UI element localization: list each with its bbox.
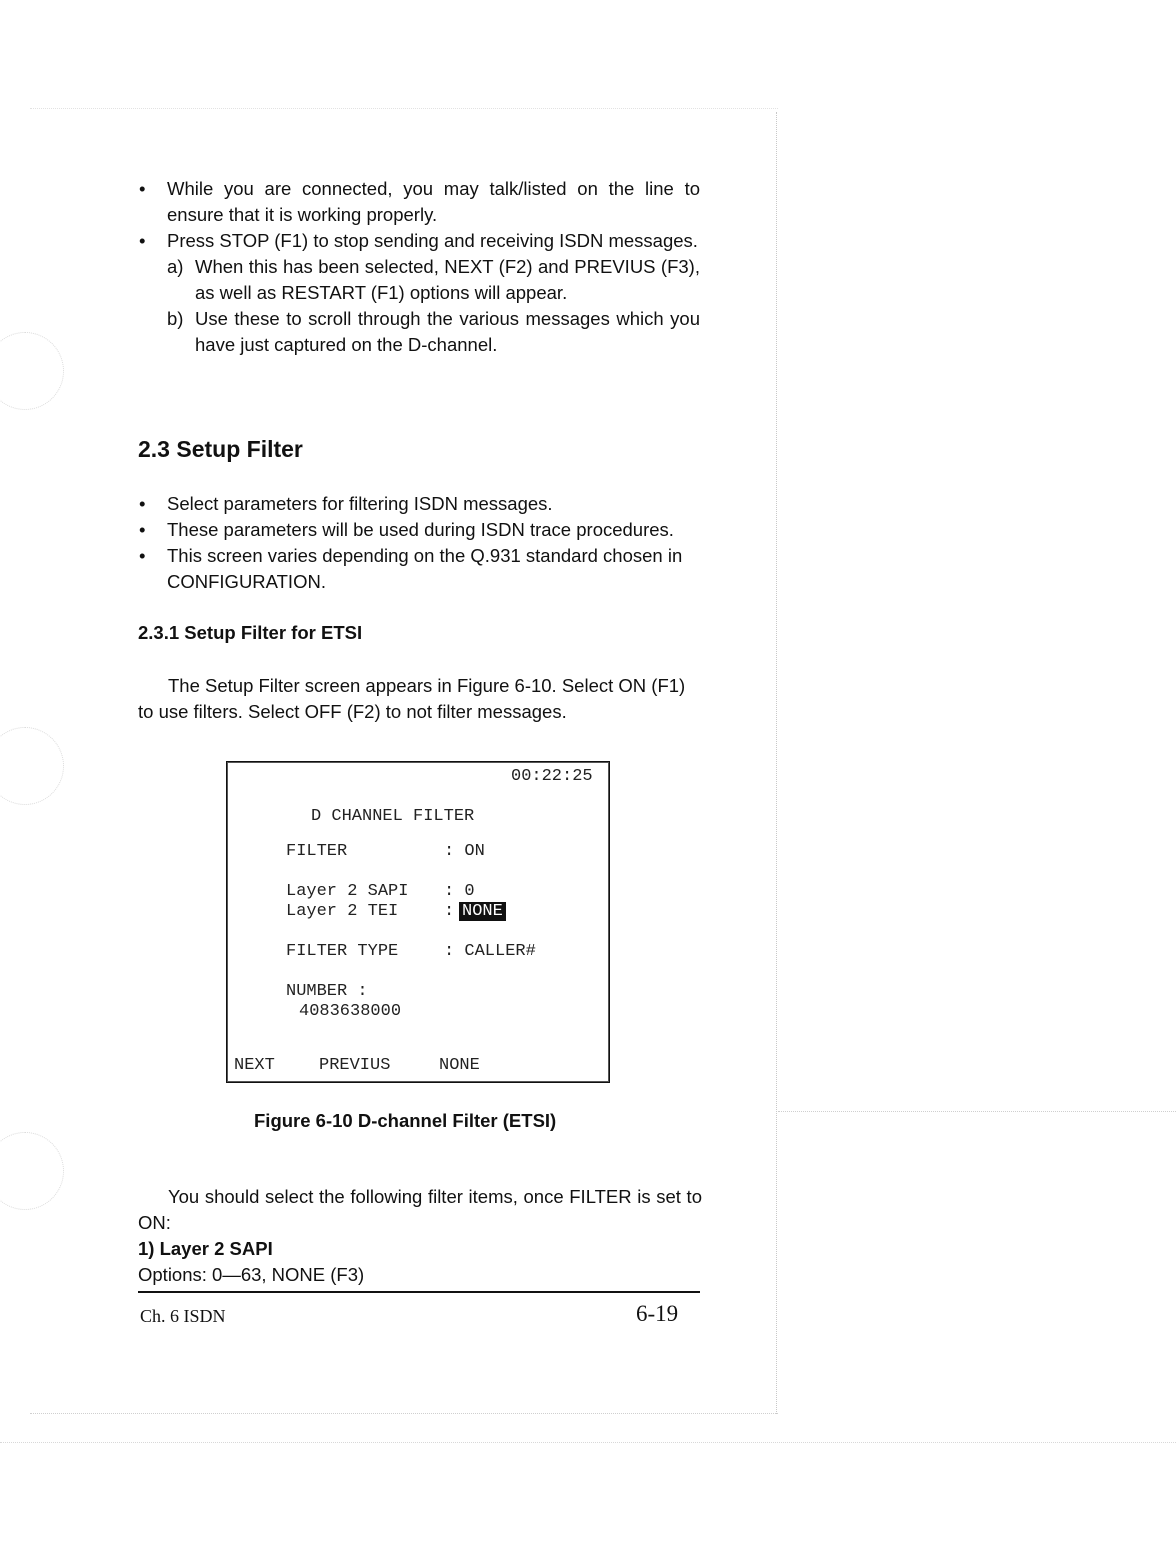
sub-item <box>167 306 700 358</box>
binder-hole-2 <box>0 727 64 805</box>
sub-item-label: a) <box>167 256 184 277</box>
tei-label: Layer 2 TEI <box>286 902 399 921</box>
list-item-text: This screen varies depending on the Q.931 standard chosen in CONFIGURATION. <box>167 545 683 592</box>
binder-hole-1 <box>0 332 64 410</box>
binder-hole-3 <box>0 1132 64 1210</box>
intro-list <box>138 176 700 358</box>
filter-label: FILTER <box>286 842 348 861</box>
list-item <box>138 176 700 228</box>
closing-paragraph-text: You should select the following filter items, once FILTER is set to ON: <box>138 1186 702 1233</box>
sapi-label: Layer 2 SAPI <box>286 882 409 901</box>
sub-item-label: b) <box>167 308 184 329</box>
list-item <box>138 543 700 595</box>
number-label: NUMBER : <box>286 982 368 1001</box>
scan-edge-right <box>776 112 777 1414</box>
device-screen <box>226 761 610 1083</box>
scan-edge-top <box>30 108 778 109</box>
options-text: Options: 0—63, NONE (F3) <box>138 1264 365 1285</box>
sub-item-text: When this has been selected, NEXT (F2) and PREVIUS (F3), as well as RESTART (F1) options will appear. <box>195 256 700 303</box>
bullet: • <box>139 545 146 566</box>
softkey-none: NONE <box>439 1056 480 1075</box>
list-item-text: These parameters will be used during ISDN trace procedures. <box>167 519 674 540</box>
screen-title: D CHANNEL FILTER <box>311 807 475 826</box>
footer-rule <box>138 1291 700 1293</box>
subsection-heading: 2.3.1 Setup Filter for ETSI <box>138 622 363 643</box>
closing-block <box>138 1184 702 1288</box>
closing-paragraph <box>138 1184 702 1236</box>
list-item-text: Press STOP (F1) to stop sending and receiving ISDN messages. <box>167 230 698 251</box>
list-item <box>138 491 700 517</box>
bullet: • <box>139 178 146 199</box>
bullet: • <box>139 519 146 540</box>
scan-edge-mid <box>778 1111 1176 1112</box>
list-item-text: Select parameters for filtering ISDN messages. <box>167 493 553 514</box>
section-list <box>138 491 700 595</box>
bullet: • <box>139 493 146 514</box>
sapi-value: : 0 <box>444 882 475 901</box>
figure-caption: Figure 6-10 D-channel Filter (ETSI) <box>254 1110 557 1131</box>
filter-value: : ON <box>444 842 485 861</box>
item-heading: 1) Layer 2 SAPI <box>138 1238 273 1259</box>
scan-edge-lower <box>0 1442 1176 1443</box>
footer-chapter: Ch. 6 ISDN <box>140 1306 226 1326</box>
list-item-text: While you are connected, you may talk/listed on the line to ensure that it is working properly. <box>167 178 700 225</box>
section-heading: 2.3 Setup Filter <box>138 436 303 462</box>
filter-type-value: : CALLER# <box>444 942 536 961</box>
sub-item-text: Use these to scroll through the various messages which you have just captured on the D-channel. <box>195 308 700 355</box>
subsection-paragraph: The Setup Filter screen appears in Figure 6-10. Select ON (F1) to use filters. Select OFF (F2) to not filter messages. <box>138 675 686 722</box>
page-number: 6-19 <box>636 1301 679 1326</box>
list-item <box>138 517 700 543</box>
softkey-previus: PREVIUS <box>319 1056 391 1075</box>
softkey-next: NEXT <box>234 1056 275 1075</box>
scan-edge-bottom <box>30 1413 778 1414</box>
number-value: 4083638000 <box>299 1002 402 1021</box>
screen-clock: 00:22:25 <box>511 767 593 786</box>
list-item <box>138 228 700 254</box>
tei-value-highlighted: NONE <box>459 902 506 921</box>
tei-separator: : <box>444 902 455 921</box>
filter-type-label: FILTER TYPE <box>286 942 399 961</box>
sub-item <box>167 254 700 306</box>
bullet: • <box>139 230 146 251</box>
